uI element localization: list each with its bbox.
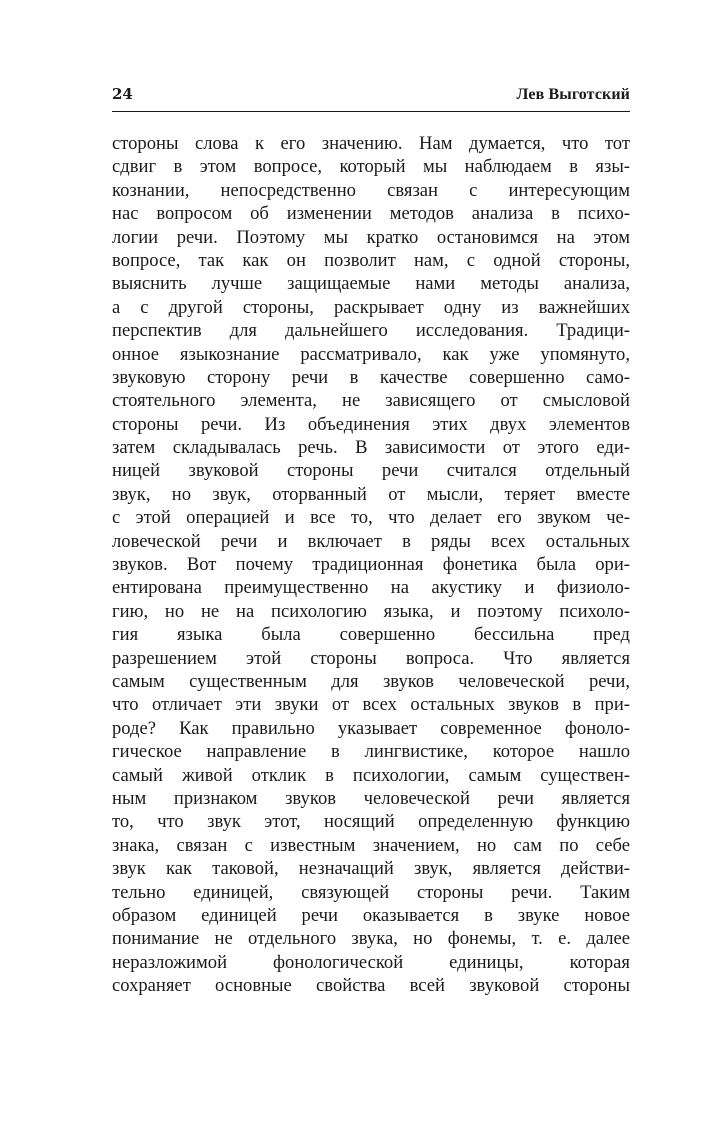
text-line: стороны речи. Из объединения этих двух элементов — [112, 413, 630, 435]
text-line: разрешением этой стороны вопроса. Что является — [112, 647, 630, 669]
text-line: вопросе, так как он позволит нам, с одной стороны, — [112, 249, 630, 271]
text-line: а с другой стороны, раскрывает одну из важнейших — [112, 296, 630, 318]
text-line: гическое направление в лингвистике, которое нашло — [112, 741, 630, 763]
text-line: звук, но звук, оторванный от мысли, теряет вместе — [112, 483, 630, 505]
running-title: Лев Выготский — [516, 86, 630, 103]
text-line: звуковую сторону речи в качестве совершенно само- — [112, 366, 630, 388]
text-line: самым существенным для звуков человеческой речи, — [112, 670, 630, 692]
page-number: 24 — [112, 85, 133, 103]
text-line: перспектив для дальнейшего исследования. Традици- — [112, 320, 630, 342]
text-line: ентирована преимущественно на акустику и физиоло- — [112, 577, 630, 599]
body-text — [112, 132, 630, 997]
text-line: звуков. Вот почему традиционная фонетика была ори- — [112, 554, 630, 576]
text-line: стоятельного элемента, не зависящего от смысловой — [112, 390, 630, 412]
text-line: гию, но не на психологию языка, и поэтому психоло- — [112, 600, 630, 622]
text-line: затем складывалась речь. В зависимости от этого еди- — [112, 437, 630, 459]
text-line: онное языкознание рассматривало, как уже упомянуто, — [112, 343, 630, 365]
text-line: гия языка была совершенно бессильна пред — [112, 624, 630, 646]
book-page — [112, 84, 630, 997]
text-line: то, что звук этот, носящий определенную функцию — [112, 811, 630, 833]
text-line: звук как таковой, незначащий звук, является действи- — [112, 858, 630, 880]
text-line: кознании, непосредственно связан с интересующим — [112, 179, 630, 201]
text-line: самый живой отклик в психологии, самым существен- — [112, 764, 630, 786]
text-line: сдвиг в этом вопросе, который мы наблюдаем в язы- — [112, 156, 630, 178]
text-line: тельно единицей, связующей стороны речи. Таким — [112, 881, 630, 903]
text-line: знака, связан с известным значением, но сам по себе — [112, 834, 630, 856]
running-header — [112, 84, 630, 112]
text-line: логии речи. Поэтому мы кратко остановимся на этом — [112, 226, 630, 248]
text-line: роде? Как правильно указывает современное фоноло- — [112, 717, 630, 739]
text-line: понимание не отдельного звука, но фонемы, т. е. далее — [112, 928, 630, 950]
text-line: нас вопросом об изменении методов анализа в психо- — [112, 203, 630, 225]
text-line: с этой операцией и все то, что делает его звуком че- — [112, 507, 630, 529]
text-line: неразложимой фонологической единицы, которая — [112, 951, 630, 973]
text-line: стороны слова к его значению. Нам думается, что тот — [112, 133, 630, 154]
text-line: ницей звуковой стороны речи считался отдельный — [112, 460, 630, 482]
text-line: сохраняет основные свойства всей звуковой стороны — [112, 975, 630, 997]
text-line: выяснить лучше защищаемые нами методы анализа, — [112, 273, 630, 295]
text-line: ным признаком звуков человеческой речи является — [112, 787, 630, 809]
text-line: что отличает эти звуки от всех остальных звуков в при- — [112, 694, 630, 716]
text-line: образом единицей речи оказывается в звуке новое — [112, 904, 630, 926]
text-line: ловеческой речи и включает в ряды всех остальных — [112, 530, 630, 552]
